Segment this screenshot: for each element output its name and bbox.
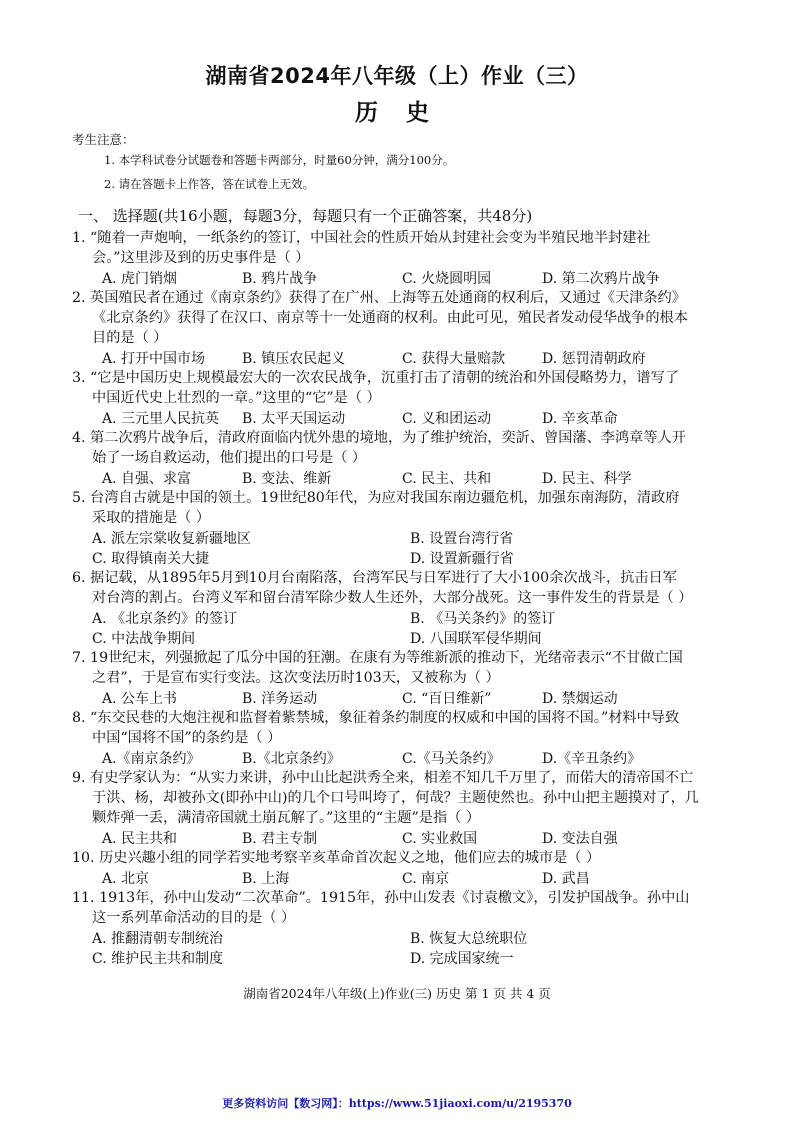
question-stem: 4. 第二次鸦片战争后，清政府面临内忧外患的境地，为了维护统治，奕訢、曾国藩、李鸿章等人开 [72, 430, 686, 446]
question-stem-cont: 对台湾的割占。台湾义军和留台清军除少数人生还外，大部分战死。这一事件发生的背景是（ ） [92, 590, 693, 606]
resource-link[interactable] [0, 1095, 794, 1111]
answer-option: D. 设置新疆行省 [410, 551, 514, 567]
answer-option: B. 设置台湾行省 [410, 531, 514, 547]
answer-option: A. 公车上书 [102, 691, 178, 707]
answer-option: D.《辛丑条约》 [542, 751, 642, 767]
answer-option: B. 上海 [242, 871, 290, 887]
answer-option: C. 取得镇南关大捷 [92, 551, 210, 567]
question-stem: 6. 据记载，从1895年5月到10月台南陷落，台湾军民与日军进行了大小100余次战斗，抗击日军 [72, 570, 677, 586]
section-title: 一、 选择题(共16小题，每题3分，每题只有一个正确答案，共48分) [78, 207, 533, 225]
question-stem-cont: 中国近代史上壮烈的一章。”这里的“它”是（ ） [92, 390, 381, 406]
answer-option: B. 鸦片战争 [242, 271, 318, 287]
question-stem: 11. 1913年，孙中山发动“二次革命”。1915年，孙中山发表《讨袁檄文》，引发护国战争。孙中山 [72, 890, 690, 906]
answer-option: A. 打开中国市场 [102, 351, 206, 367]
question-stem: 7. 19世纪末，列强掀起了瓜分中国的狂潮。在康有为等维新派的推动下，光绪帝表示“不甘做亡国 [72, 650, 683, 666]
answer-option: A. 民主共和 [102, 831, 178, 847]
question-stem-cont: 始了一场自救运动，他们提出的口号是（ ） [92, 450, 367, 466]
option-row [92, 548, 712, 568]
option-row [92, 868, 712, 888]
option-row [92, 268, 712, 288]
answer-option: B.《北京条约》 [242, 751, 341, 767]
answer-option: C.《马关条约》 [402, 751, 501, 767]
question-stem: 8. “东交民巷的大炮注视和监督着紫禁城，象征着条约制度的权威和中国的国将不国。”材料中导致 [72, 710, 680, 726]
answer-option: D. 完成国家统一 [410, 951, 514, 967]
answer-option: A. 虎门销烟 [102, 271, 178, 287]
answer-option: A.《南京条约》 [102, 751, 201, 767]
answer-option: B. 君主专制 [242, 831, 318, 847]
option-row [92, 408, 712, 428]
question-stem-cont: 于洪、杨，却被孙文(即孙中山)的几个口号叫垮了，何哉？主题使然也。孙中山把主题摸对了，几 [92, 790, 699, 806]
option-row [92, 528, 712, 548]
exam-title: 湖南省2024年八年级（上）作业（三） [205, 64, 589, 88]
resource-link-url[interactable]: https://www.51jiaoxi.com/u/2195370 [348, 1097, 572, 1110]
question-stem-cont: 颗炸弹一丢，满清帝国就土崩瓦解了。”这里的“主题”是指（ ） [92, 810, 481, 826]
answer-option: C. 南京 [402, 871, 450, 887]
question-stem-cont: 《北京条约》获得了在汉口、南京等十一处通商的权利。由此可见，殖民者发动侵华战争的根本 [92, 310, 688, 326]
answer-option: B. 镇压农民起义 [242, 351, 346, 367]
answer-option: A. 《北京条约》的签订 [92, 611, 238, 627]
answer-option: D. 八国联军侵华期间 [410, 631, 542, 647]
answer-option: B. 太平天国运动 [242, 411, 346, 427]
question-stem: 1. “随着一声炮响，一纸条约的签订，中国社会的性质开始从封建社会变为半殖民地半封建社 [72, 230, 651, 246]
answer-option: C. 实业救国 [402, 831, 478, 847]
answer-option: B. 恢复大总统职位 [410, 931, 528, 947]
answer-option: D. 惩罚清朝政府 [542, 351, 646, 367]
question-stem-cont: 采取的措施是（ ） [92, 510, 211, 526]
answer-option: C. 火烧圆明园 [402, 271, 492, 287]
answer-option: D. 武昌 [542, 871, 590, 887]
subject-title: 历 史 [354, 100, 439, 126]
answer-option: B. 变法、维新 [242, 471, 332, 487]
notice-item: 2. 请在答题卡上作答，答在试卷上无效。 [104, 177, 315, 191]
page-footer: 湖南省2024年八年级(上)作业(三) 历史 第 1 页 共 4 页 [243, 986, 551, 1001]
notice-item: 1. 本学科试卷分试题卷和答题卡两部分，时量60分钟，满分100分。 [104, 153, 455, 167]
answer-option: B. 洋务运动 [242, 691, 318, 707]
question-stem: 5. 台湾自古就是中国的领土。19世纪80年代，为应对我国东南边疆危机，加强东南海防，清政府 [72, 490, 680, 506]
answer-option: C. 中法战争期间 [92, 631, 196, 647]
notice-heading: 考生注意： [72, 132, 135, 147]
answer-option: D. 变法自强 [542, 831, 618, 847]
option-row [92, 828, 712, 848]
answer-option: C. 民主、共和 [402, 471, 492, 487]
question-stem: 10. 历史兴趣小组的同学若实地考察辛亥革命首次起义之地，他们应去的城市是（ ） [72, 850, 601, 866]
option-row [92, 608, 712, 628]
answer-option: C. 获得大量赔款 [402, 351, 506, 367]
question-stem: 9. 有史学家认为：“从实力来讲，孙中山比起洪秀全来，相差不知几千万里了，而偌大的清帝国不亡 [72, 770, 694, 786]
answer-option: D. 辛亥革命 [542, 411, 618, 427]
option-row [92, 748, 712, 768]
option-row [92, 348, 712, 368]
answer-option: C. “百日维新” [402, 691, 492, 707]
question-stem-cont: 目的是（ ） [92, 330, 168, 346]
answer-option: D. 禁烟运动 [542, 691, 618, 707]
question-stem-cont: 这一系列革命活动的目的是（ ） [92, 910, 296, 926]
option-row [92, 948, 712, 968]
question-stem-cont: 之君”，于是宣布实行变法。这次变法历时103天，又被称为（ ） [92, 670, 500, 686]
question-stem: 3. “它是中国历史上规模最宏大的一次农民战争，沉重打击了清朝的统治和外国侵略势力，谱写了 [72, 370, 679, 386]
answer-option: B. 《马关条约》的签订 [410, 611, 556, 627]
answer-option: D. 民主、科学 [542, 471, 632, 487]
answer-option: A. 派左宗棠收复新疆地区 [92, 531, 252, 547]
option-row [92, 468, 712, 488]
answer-option: A. 三元里人民抗英 [102, 411, 220, 427]
answer-option: C. 义和团运动 [402, 411, 492, 427]
answer-option: C. 维护民主共和制度 [92, 951, 224, 967]
option-row [92, 928, 712, 948]
question-stem-cont: 中国“国将不国”的条约是（ ） [92, 730, 282, 746]
answer-option: A. 推翻清朝专制统治 [92, 931, 224, 947]
answer-option: A. 北京 [102, 871, 150, 887]
answer-option: A. 自强、求富 [102, 471, 192, 487]
answer-option: D. 第二次鸦片战争 [542, 271, 660, 287]
question-stem: 2. 英国殖民者在通过《南京条约》获得了在广州、上海等五处通商的权利后，又通过《天津条约》 [72, 290, 686, 306]
option-row [92, 628, 712, 648]
question-stem-cont: 会。”这里涉及到的历史事件是（ ） [92, 250, 310, 266]
option-row [92, 688, 712, 708]
resource-link-label: 更多资料访问【数习网】： [222, 1097, 349, 1110]
